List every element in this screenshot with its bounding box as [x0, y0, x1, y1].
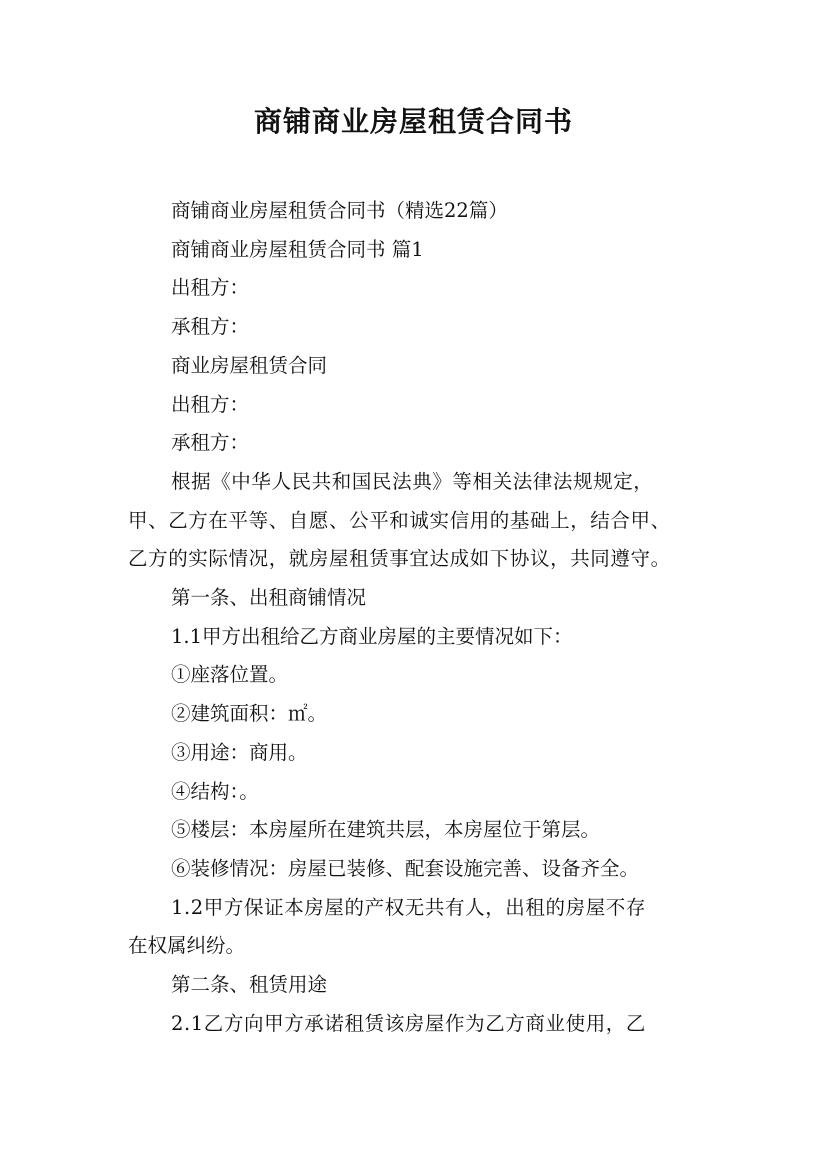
paragraph-clause: 1.2甲方保证本房屋的产权无共有人，出租的房屋不存 — [171, 895, 647, 919]
paragraph-preamble-line: 甲、乙方在平等、自愿、公平和诚实信用的基础上，结合甲、 — [128, 508, 671, 532]
paragraph-list-item: ②建筑面积：㎡。 — [171, 702, 328, 726]
paragraph-list-item: ⑥装修情况：房屋已装修、配套设施完善、设备齐全。 — [171, 856, 640, 880]
paragraph-lessor: 出租方： — [171, 392, 250, 416]
paragraph-list-item: ⑤楼层：本房屋所在建筑共层，本房屋位于第层。 — [171, 818, 601, 842]
paragraph-lessee: 承租方： — [171, 315, 250, 339]
paragraph-list-item: ③用途：商用。 — [171, 740, 308, 764]
paragraph-lessor: 出租方： — [171, 276, 250, 300]
paragraph-preamble-line: 乙方的实际情况，就房屋租赁事宜达成如下协议，共同遵守。 — [128, 547, 671, 571]
document-body — [128, 192, 728, 1043]
paragraph-clause: 1.1甲方出租给乙方商业房屋的主要情况如下： — [171, 624, 573, 648]
document-title: 商铺商业房屋租赁合同书 — [253, 105, 573, 138]
paragraph-section-heading: 商铺商业房屋租赁合同书 篇1 — [171, 237, 424, 261]
paragraph-preamble-line: 根据《中华人民共和国民法典》等相关法律法规规定， — [171, 469, 654, 493]
paragraph-lessee: 承租方： — [171, 431, 250, 455]
paragraph-clause: 在权属纠纷。 — [128, 934, 246, 958]
paragraph-clause: 2.1乙方向甲方承诺租赁该房屋作为乙方商业使用，乙 — [171, 1011, 647, 1035]
paragraph-article-heading: 第一条、出租商铺情况 — [171, 586, 367, 610]
paragraph-subtitle: 商铺商业房屋租赁合同书（精选22篇） — [171, 199, 508, 222]
paragraph-article-heading: 第二条、租赁用途 — [171, 973, 328, 997]
paragraph-contract-name: 商业房屋租赁合同 — [171, 353, 328, 377]
paragraph-list-item: ④结构：。 — [171, 779, 259, 803]
paragraph-list-item: ①座落位置。 — [171, 663, 289, 687]
